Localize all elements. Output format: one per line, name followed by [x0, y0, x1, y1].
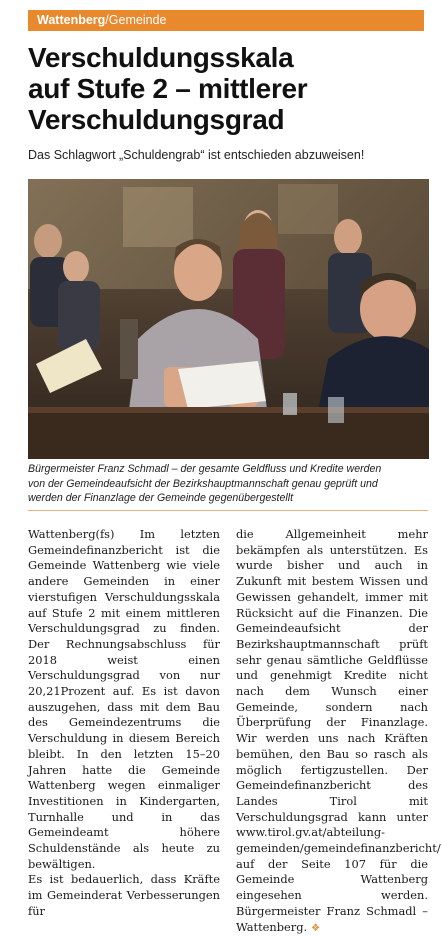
photo-caption	[28, 462, 428, 506]
section-separator: /	[105, 13, 109, 27]
caption-line: Bürgermeister Franz Schmadl – der gesamte Geldfluss und Kredite werden	[28, 463, 382, 475]
body-column-left	[28, 527, 220, 920]
body-column-right	[236, 527, 441, 936]
caption-line: werden der Finanzlage der Gemeinde gegenübergestellt	[28, 492, 294, 504]
article-title	[28, 42, 428, 135]
body-text: die Allgemeinheit mehr bekämpfen als unterstützen. Es wurde bisher und auch in Zukunft mit bestem Wissen und Gewissen gehandelt, immer mit Rücksicht auf die Finanzen. Die Gemeindeaufsicht der Bezirkshauptmannschaft prüft sehr genau sämtliche Geldflüsse und genehmigt Kredite nicht nach dem Wunsch einer Gemeinde, sondern nach Überprüfung der Finanzlage. Wir werden uns nach Kräften bemühen, den Bau so rasch als möglich fertigzustellen. Der Gemeindefinanzbericht des Landes Tirol mit Verschuldungsgrad kann unter www.tirol.gv.at/abteilung-gemeinden/gemeindefinanzbericht/ auf der Seite 107 für die Gemeinde Wattenberg eingesehen werden. Bürgermeister Franz Schmadl – Wattenberg.	[236, 527, 441, 934]
article-photo	[28, 179, 429, 459]
body-paragraph	[236, 527, 441, 936]
section-sub: Gemeinde	[108, 13, 167, 27]
title-line: auf Stufe 2 – mittlerer	[28, 73, 308, 104]
meeting-photo-illustration	[28, 179, 429, 459]
title-line: Verschuldungsskala	[28, 42, 294, 73]
title-line: Verschuldungsgrad	[28, 104, 285, 135]
end-mark-icon: ❖	[311, 922, 321, 934]
article-subtitle: Das Schlagwort „Schuldengrab“ ist entschieden abzuweisen!	[28, 148, 365, 162]
section-header	[28, 10, 424, 31]
divider	[28, 510, 428, 511]
section-main: Wattenberg	[37, 13, 106, 27]
body-paragraph: Es ist bedauerlich, dass Kräfte im Gemeinderat Verbesserungen für	[28, 872, 220, 918]
caption-line: von der Gemeindeaufsicht der Bezirkshauptmannschaft genau geprüft und	[28, 477, 378, 490]
body-paragraph: Wattenberg(fs) Im letzten Gemeindefinanzbericht ist die Gemeinde Wattenberg wie viele andere Gemeinden in einer vierstufigen Verschuldungsskala auf Stufe 2 mit einem mittleren Verschuldungsgrad zu finden. Der Rechnungsabschluss für 2018 weist einen Verschuldungsgrad von nur 20,21Prozent auf. Es ist davon auszugehen, dass mit dem Bau des Gemeindezentrums die Verschuldung in diesem Bereich bleibt. In den letzten 15–20 Jahren hatte die Gemeinde Wattenberg wegen einmaliger Investitionen in Kindergarten, Turnhalle und in das Gemeindeamt höhere Schuldenstände als heute zu bewältigen.	[28, 527, 220, 871]
